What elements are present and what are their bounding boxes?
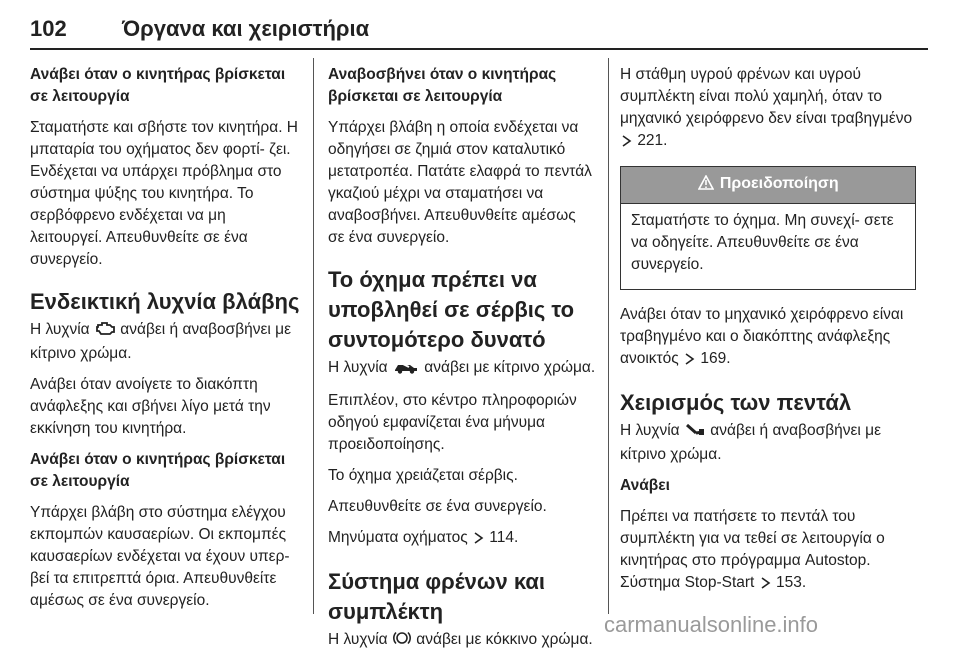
section-heading: Ενδεικτική λυχνία βλάβης bbox=[30, 289, 300, 314]
watermark: carmanualsonline.info bbox=[604, 612, 819, 637]
engine-icon bbox=[95, 320, 115, 343]
text: Η λυχνία bbox=[328, 359, 388, 376]
warning-header bbox=[621, 167, 915, 204]
column-divider bbox=[313, 58, 314, 614]
paragraph bbox=[328, 629, 596, 653]
paragraph bbox=[328, 527, 596, 551]
page-reference: 114. bbox=[489, 529, 519, 546]
section-heading: Σύστημα φρένων και συμπλέκτη bbox=[328, 569, 546, 624]
text: Πρέπει να πατήσετε το πεντάλ του συμπλέκτη για να τεθεί σε λειτουργία ο κινητήρας στο πρόγραμμα Autostop. Σύστημα Stop-Start bbox=[620, 508, 885, 591]
text: Μηνύματα οχήματος bbox=[328, 529, 468, 546]
paragraph bbox=[620, 64, 916, 154]
text: ανάβει με κόκκινο χρώμα. bbox=[416, 631, 593, 648]
text: Η λυχνία bbox=[620, 422, 680, 439]
subheading: Αναβοσβήνει όταν ο κινητήρας βρίσκεται σε λειτουργία bbox=[328, 66, 557, 105]
section-heading: Το όχημα πρέπει να υποβληθεί σε σέρβις το συντομότερο δυνατό bbox=[328, 267, 575, 352]
reference-arrow-icon bbox=[684, 350, 695, 372]
subheading: Ανάβει bbox=[620, 477, 670, 494]
warning-body bbox=[621, 204, 915, 289]
page-reference: 169. bbox=[700, 350, 731, 367]
text: Η στάθμη υγρού φρένων και υγρού συμπλέκτη είναι πολύ χαμηλή, όταν το μηχανικό χειρόφρενο δεν είναι τραβηγμένο bbox=[620, 66, 913, 127]
paragraph: Υπάρχει βλάβη στο σύστημα ελέγχου εκπομπών καυσαερίων. Οι εκπομπές καυσαερίων ενδέχεται να έχουν υπερ- βεί τα επιτρεπτά όρια. Απευθυνθείτε αμέσως σε ένα συνεργείο. bbox=[30, 504, 290, 609]
paragraph: Το όχημα χρειάζεται σέρβις. bbox=[328, 467, 518, 484]
reference-arrow-icon bbox=[473, 529, 484, 551]
subheading: Ανάβει όταν ο κινητήρας βρίσκεται σε λειτουργία bbox=[30, 66, 286, 105]
paragraph: Ανάβει όταν ανοίγετε το διακόπτη ανάφλεξης και σβήνει λίγο μετά την εκκίνηση του κινητήρα. bbox=[30, 376, 271, 437]
paragraph bbox=[30, 319, 302, 365]
page-number: 102 bbox=[30, 16, 67, 41]
paragraph: Απευθυνθείτε σε ένα συνεργείο. bbox=[328, 498, 547, 515]
paragraph: Σταματήστε και σβήστε τον κινητήρα. Η μπαταρία του οχήματος δεν φορτί- ζει. Ενδέχεται να υπάρχει πρόβλημα στο σύστημα ψύξης του κινητήρα. Το σερβόφρενο ενδέχεται να μη λειτουργεί. Απευθυνθείτε σε ένα συνεργείο. bbox=[30, 119, 298, 268]
page-reference: 153. bbox=[775, 574, 807, 591]
text: ανάβει ή αναβοσβήνει με κίτρινο χρώμα. bbox=[30, 321, 292, 362]
page-reference: 221. bbox=[637, 132, 668, 149]
paragraph bbox=[620, 506, 916, 596]
warning-title: Προειδοποίηση bbox=[719, 175, 839, 192]
page-header bbox=[30, 0, 928, 48]
warning-box bbox=[620, 166, 916, 290]
text: Η λυχνία bbox=[328, 631, 388, 648]
paragraph bbox=[620, 420, 916, 466]
paragraph: Υπάρχει βλάβη η οποία ενδέχεται να οδηγήσει σε ζημιά στον καταλυτικό μετατροπέα. Πατάτε ελαφρά το πεντάλ γκαζιού μέχρι να σταματήσει να αναβοσβήνει. Απευθυνθείτε αμέσως σε ένα συνεργείο. bbox=[328, 119, 592, 246]
text: ανάβει ή αναβοσβήνει με κίτρινο χρώμα. bbox=[620, 422, 882, 463]
page-title: Όργανα και χειριστήρια bbox=[122, 16, 370, 41]
reference-arrow-icon bbox=[621, 132, 632, 154]
text: ανάβει με κίτρινο χρώμα. bbox=[424, 359, 596, 376]
paragraph: Σταματήστε το όχημα. Μη συνεχί- σετε να οδηγείτε. Απευθυνθείτε σε ένα συνεργείο. bbox=[631, 212, 894, 273]
column-1 bbox=[30, 64, 302, 621]
service-wrench-icon bbox=[393, 359, 419, 381]
section-heading: Χειρισμός των πεντάλ bbox=[620, 390, 852, 415]
paragraph bbox=[620, 304, 916, 372]
text: Ανάβει όταν το μηχανικό χειρόφρενο είναι τραβηγμένο και ο διακόπτης ανάφλεξης ανοικτός bbox=[620, 306, 904, 367]
subheading: Ανάβει όταν ο κινητήρας βρίσκεται σε λειτουργία bbox=[30, 451, 286, 490]
column-2 bbox=[328, 64, 596, 662]
column-3 bbox=[620, 64, 916, 605]
clutch-pedal-icon bbox=[685, 422, 705, 444]
paragraph bbox=[328, 357, 596, 381]
paragraph: Επιπλέον, στο κέντρο πληροφοριών οδηγού εμφανίζεται ένα μήνυμα προειδοποίησης. bbox=[328, 392, 577, 453]
warning-triangle-icon bbox=[698, 175, 714, 197]
text: Η λυχνία bbox=[30, 321, 90, 338]
reference-arrow-icon bbox=[760, 574, 771, 596]
column-divider bbox=[608, 58, 609, 614]
header-rule bbox=[30, 48, 928, 50]
